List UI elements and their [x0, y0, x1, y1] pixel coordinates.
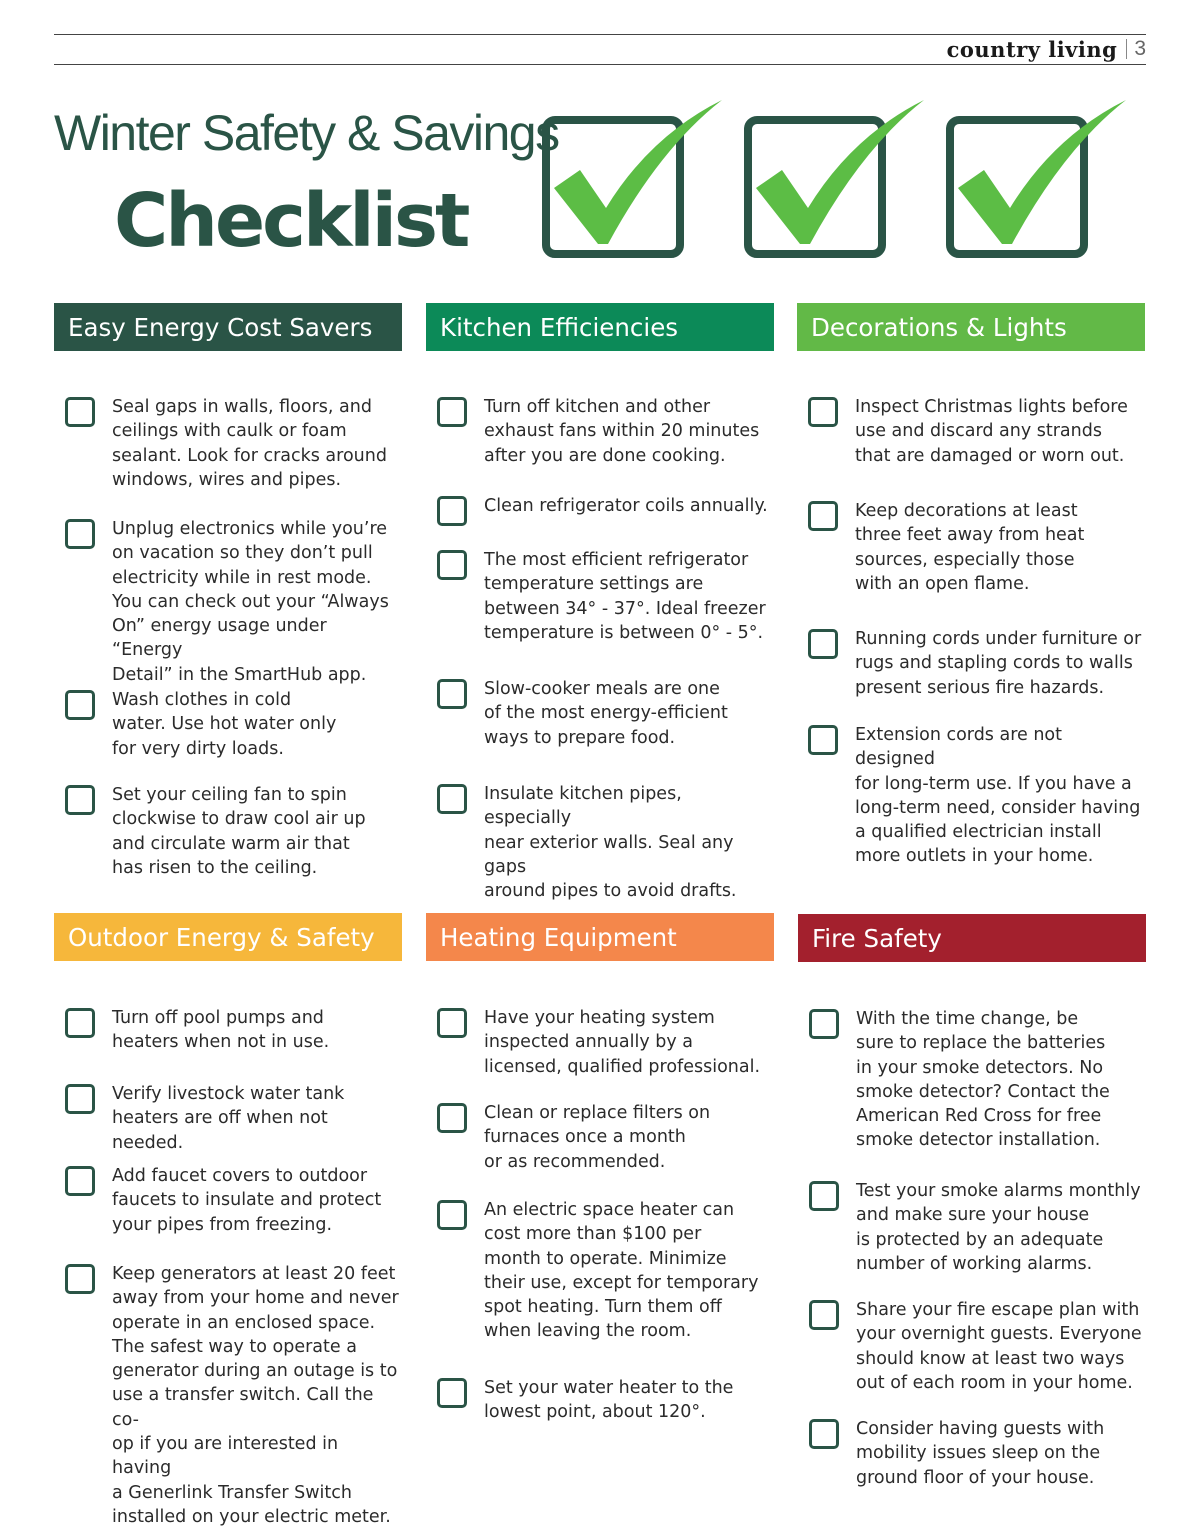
checklist-item[interactable] — [426, 677, 774, 750]
item-text: Add faucet covers to outdoor faucets to insulate and protect your pipes from freezing. — [112, 1166, 382, 1235]
item-text: Test your smoke alarms monthly and make sure your house is protected by an adequate number of working alarms. — [856, 1181, 1141, 1274]
checklist-item[interactable] — [426, 548, 774, 645]
checkbox[interactable] — [809, 1419, 839, 1449]
item-text: Set your water heater to the lowest point, about 120°. — [484, 1378, 734, 1423]
section-header: Easy Energy Cost Savers — [54, 303, 402, 351]
item-text: Insulate kitchen pipes, especially near exterior walls. Seal any gaps around pipes to avoid drafts. — [484, 784, 737, 902]
item-text: Have your heating system inspected annually by a licensed, qualified professional. — [484, 1008, 761, 1077]
section-heating — [426, 913, 774, 1503]
checklist-item[interactable] — [54, 1164, 402, 1237]
item-text: Clean refrigerator coils annually. — [484, 496, 768, 516]
checkbox[interactable] — [65, 1166, 95, 1196]
checklist-item[interactable] — [54, 395, 402, 492]
checkbox[interactable] — [65, 1008, 95, 1038]
checklist-item[interactable] — [426, 1198, 774, 1344]
checkmark-icon — [742, 96, 928, 260]
item-text: Unplug electronics while you’re on vacation so they don’t pull electricity while in rest mode. You can check out your “Always On” energy usage under “Energy Detail” in the SmartHub app. — [112, 519, 389, 685]
item-text: Share your fire escape plan with your overnight guests. Everyone should know at least two ways out of each room in your home. — [856, 1300, 1142, 1393]
checkbox[interactable] — [65, 690, 95, 720]
checklist-item[interactable] — [426, 494, 774, 526]
page-number: 3 — [1134, 37, 1146, 60]
checkbox[interactable] — [808, 501, 838, 531]
checkbox[interactable] — [809, 1300, 839, 1330]
header-top-rule — [54, 34, 1146, 35]
item-text: Seal gaps in walls, floors, and ceilings with caulk or foam sealant. Look for cracks around windows, wires and pipes. — [112, 397, 387, 490]
checkbox[interactable] — [437, 397, 467, 427]
checkmark-icon — [944, 96, 1130, 260]
checkbox[interactable] — [808, 629, 838, 659]
checklist-item[interactable] — [797, 499, 1145, 596]
checkbox[interactable] — [65, 519, 95, 549]
checkbox[interactable] — [65, 1084, 95, 1114]
header-divider — [1126, 39, 1127, 59]
checklist-item[interactable] — [54, 1082, 402, 1155]
checkbox[interactable] — [65, 1264, 95, 1294]
checklist-item[interactable] — [54, 1006, 402, 1055]
publication-name: country living — [946, 36, 1118, 62]
checkbox[interactable] — [809, 1009, 839, 1039]
item-text: Wash clothes in cold water. Use hot water only for very dirty loads. — [112, 690, 337, 759]
item-text: Set your ceiling fan to spin clockwise to draw cool air up and circulate warm air that has risen to the ceiling. — [112, 785, 366, 878]
item-text: Running cords under furniture or rugs and stapling cords to walls present serious fire hazards. — [855, 629, 1142, 698]
section-outdoor — [54, 913, 402, 1527]
item-text: Turn off kitchen and other exhaust fans within 20 minutes after you are done cooking. — [484, 397, 760, 466]
item-text: Keep generators at least 20 feet away from your home and never operate in an enclosed space. The safest way to operate a generator during an outage is to use a transfer switch. Call the co- op if you are interested in having a Generlink Transfer Switch installed on your electric meter. — [112, 1264, 399, 1527]
checklist-item[interactable] — [54, 517, 402, 687]
checkmark-icon — [540, 96, 726, 260]
header-bottom-rule — [54, 64, 1146, 65]
checkbox[interactable] — [437, 1103, 467, 1133]
checklist-item[interactable] — [426, 1101, 774, 1174]
item-text: Consider having guests with mobility issues sleep on the ground floor of your house. — [856, 1419, 1105, 1488]
checklist-item[interactable] — [54, 1262, 402, 1527]
item-text: Extension cords are not designed for long-term use. If you have a long-term need, consider having a qualified electrician install more outlets in your home. — [855, 725, 1141, 867]
checkbox[interactable] — [437, 550, 467, 580]
checkbox[interactable] — [809, 1181, 839, 1211]
checklist-item[interactable] — [798, 1417, 1146, 1490]
page-header — [947, 36, 1146, 62]
section-header: Fire Safety — [798, 914, 1146, 962]
checkbox[interactable] — [808, 397, 838, 427]
checklist-item[interactable] — [797, 723, 1145, 869]
checkbox[interactable] — [437, 679, 467, 709]
item-text: Slow-cooker meals are one of the most energy-efficient ways to prepare food. — [484, 679, 728, 748]
item-text: Inspect Christmas lights before use and discard any strands that are damaged or worn out. — [855, 397, 1128, 466]
section-header: Outdoor Energy & Safety — [54, 913, 402, 961]
checkbox[interactable] — [808, 725, 838, 755]
section-header: Decorations & Lights — [797, 303, 1145, 351]
section-fire-safety — [798, 914, 1146, 1504]
item-text: An electric space heater can cost more than $100 per month to operate. Minimize their use, except for temporary spot heating. Turn them off when leaving the room. — [484, 1200, 759, 1342]
checkbox[interactable] — [437, 1200, 467, 1230]
item-text: Verify livestock water tank heaters are off when not needed. — [112, 1084, 345, 1153]
checklist-item[interactable] — [426, 1006, 774, 1079]
checkbox[interactable] — [437, 784, 467, 814]
checkbox[interactable] — [65, 785, 95, 815]
checkbox[interactable] — [437, 1008, 467, 1038]
checklist-item[interactable] — [797, 627, 1145, 700]
item-text: The most efficient refrigerator temperature settings are between 34° - 37°. Ideal freezer temperature is between 0° - 5°. — [484, 550, 766, 643]
checkbox[interactable] — [65, 397, 95, 427]
item-text: Turn off pool pumps and heaters when not in use. — [112, 1008, 330, 1053]
checklist-item[interactable] — [426, 395, 774, 468]
checklist-item[interactable] — [797, 395, 1145, 468]
item-text: With the time change, be sure to replace the batteries in your smoke detectors. No smoke detector? Contact the American Red Cross for free smoke detector installation. — [856, 1009, 1110, 1151]
checklist-item[interactable] — [426, 782, 774, 903]
checklist-item[interactable] — [798, 1007, 1146, 1153]
page-title: Checklist — [114, 178, 468, 264]
section-header: Kitchen Efficiencies — [426, 303, 774, 351]
section-easy-energy — [54, 303, 402, 893]
checkbox[interactable] — [437, 1378, 467, 1408]
checklist-item[interactable] — [54, 783, 402, 880]
checklist-item[interactable] — [54, 688, 402, 761]
checkbox[interactable] — [437, 496, 467, 526]
section-header: Heating Equipment — [426, 913, 774, 961]
section-kitchen — [426, 303, 774, 902]
checklist-item[interactable] — [426, 1376, 774, 1425]
checklist-item[interactable] — [798, 1298, 1146, 1395]
item-text: Keep decorations at least three feet away from heat sources, especially those with an open flame. — [855, 501, 1085, 594]
page-subtitle: Winter Safety & Savings — [54, 105, 559, 161]
item-text: Clean or replace filters on furnaces once a month or as recommended. — [484, 1103, 711, 1172]
section-decorations — [797, 303, 1145, 893]
checklist-item[interactable] — [798, 1179, 1146, 1276]
